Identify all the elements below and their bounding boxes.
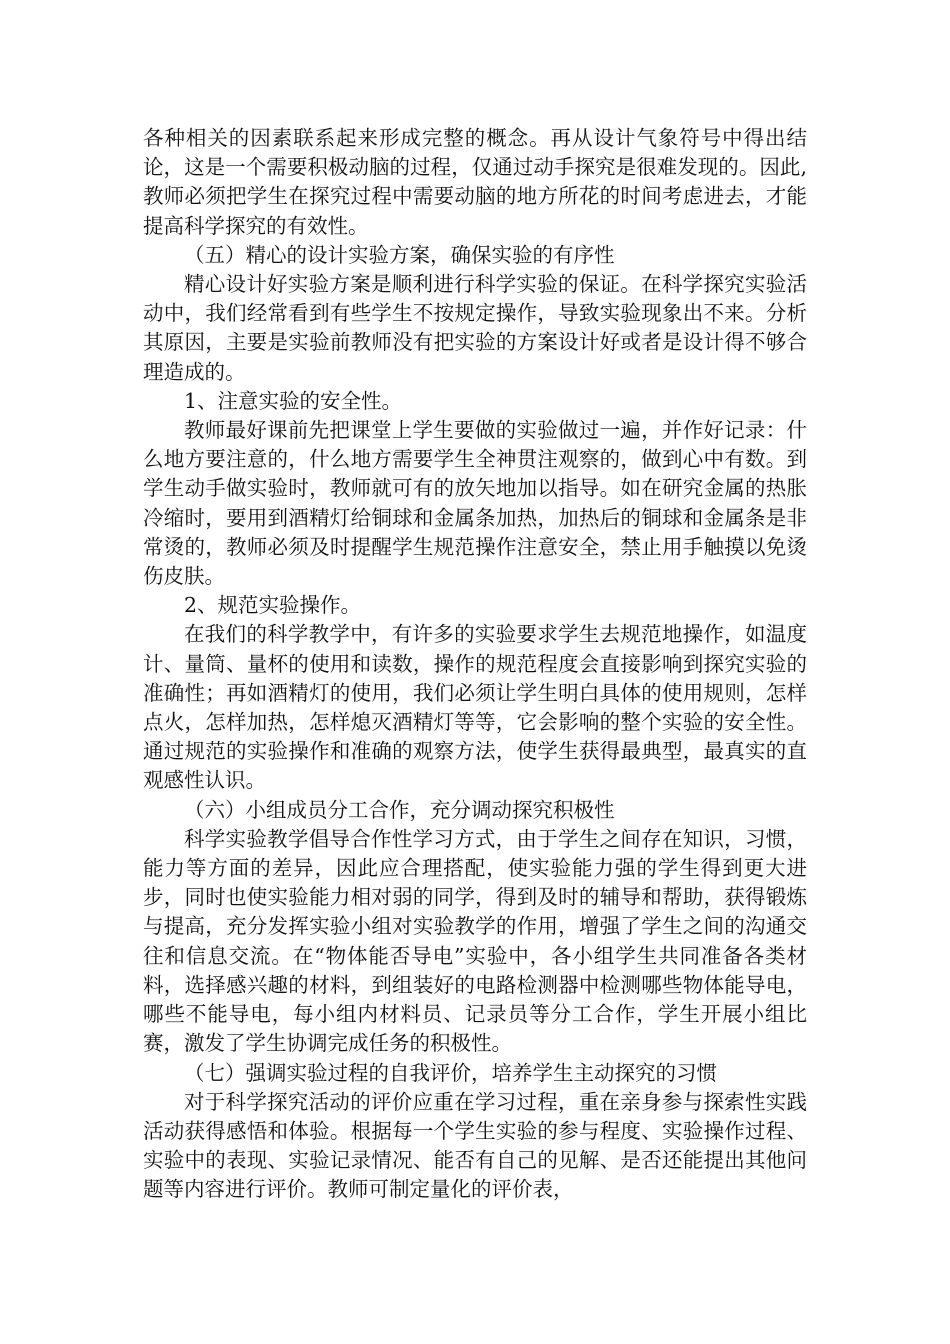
section-heading-7: （七）强调实验过程的自我评价，培养学生主动探究的习惯 — [184, 1060, 717, 1085]
paragraph-intro-continuation: 各种相关的因素联系起来形成完整的概念。再从设计气象符号中得出结论，这是一个需要积极动脑的过程，仅通过动手探究是很难发现的。因此,教师必须把学生在探究过程中需要动脑的地方所花的时间考虑进去，才能提高科学探究的有效性。 — [143, 126, 807, 238]
subheading-standard-operation: 2、规范实验操作。 — [184, 593, 362, 618]
paragraph-self-evaluation: 对于科学探究活动的评价应重在学习过程，重在亲身参与探索性实践活动获得感悟和体验。根据每一个学生实验的参与程度、实验操作过程、实验中的表现、实验记录情况、能否有自己的见解、是否还能提出其他问题等内容进行评价。教师可制定量化的评价表， — [143, 1089, 807, 1202]
subheading-safety: 1、注意实验的安全性。 — [184, 388, 403, 413]
paragraph-group-cooperation: 科学实验教学倡导合作性学习方式，由于学生之间存在知识，习惯，能力等方面的差异，因此应合理搭配，使实验能力强的学生得到更大进步，同时也使实验能力相对弱的同学，得到及时的辅导和帮助，获得锻炼与提高，充分发挥实验小组对实验教学的作用，增强了学生之间的沟通交往和信息交流。在“物体能否导电”实验中，各小组学生共同准备各类材料，选择感兴趣的材料，到组装好的电路检测器中检测哪些物体能导电，哪些不能导电，每小组内材料员、记录员等分工合作，学生开展小组比赛，激发了学生协调完成任务的积极性。 — [143, 826, 807, 1056]
document-page — [143, 124, 807, 1205]
section-heading-5: （五）精心的设计实验方案，确保实验的有序性 — [184, 242, 615, 267]
paragraph-standard-operation: 在我们的科学教学中，有许多的实验要求学生去规范地操作，如温度计、量筒、量杯的使用和读数，操作的规范程度会直接影响到探究实验的准确性；再如酒精灯的使用，我们必须让学生明白具体的使用规则，怎样点火，怎样加热，怎样熄灭酒精灯等等，它会影响的整个实验的安全性。通过规范的实验操作和准确的观察方法，使学生获得最典型，最真实的直观感性认识。 — [143, 622, 807, 793]
section-heading-6: （六）小组成员分工合作，充分调动探究积极性 — [184, 797, 615, 822]
paragraph-experiment-plan: 精心设计好实验方案是顺利进行科学实验的保证。在科学探究实验活动中，我们经常看到有些学生不按规定操作，导致实验现象出不来。分析其原因，主要是实验前教师没有把实验的方案设计好或者是设计得不够合理造成的。 — [143, 272, 807, 384]
paragraph-safety: 教师最好课前先把课堂上学生要做的实验做过一遍，并作好记录：什么地方要注意的，什么地方需要学生全神贯注观察的，做到心中有数。到学生动手做实验时，教师就可有的放矢地加以指导。如在研究金属的热胀冷缩时，要用到酒精灯给铜球和金属条加热，加热后的铜球和金属条是非常烫的，教师必须及时提醒学生规范操作注意安全，禁止用手触摸以免烫伤皮肤。 — [143, 418, 807, 589]
